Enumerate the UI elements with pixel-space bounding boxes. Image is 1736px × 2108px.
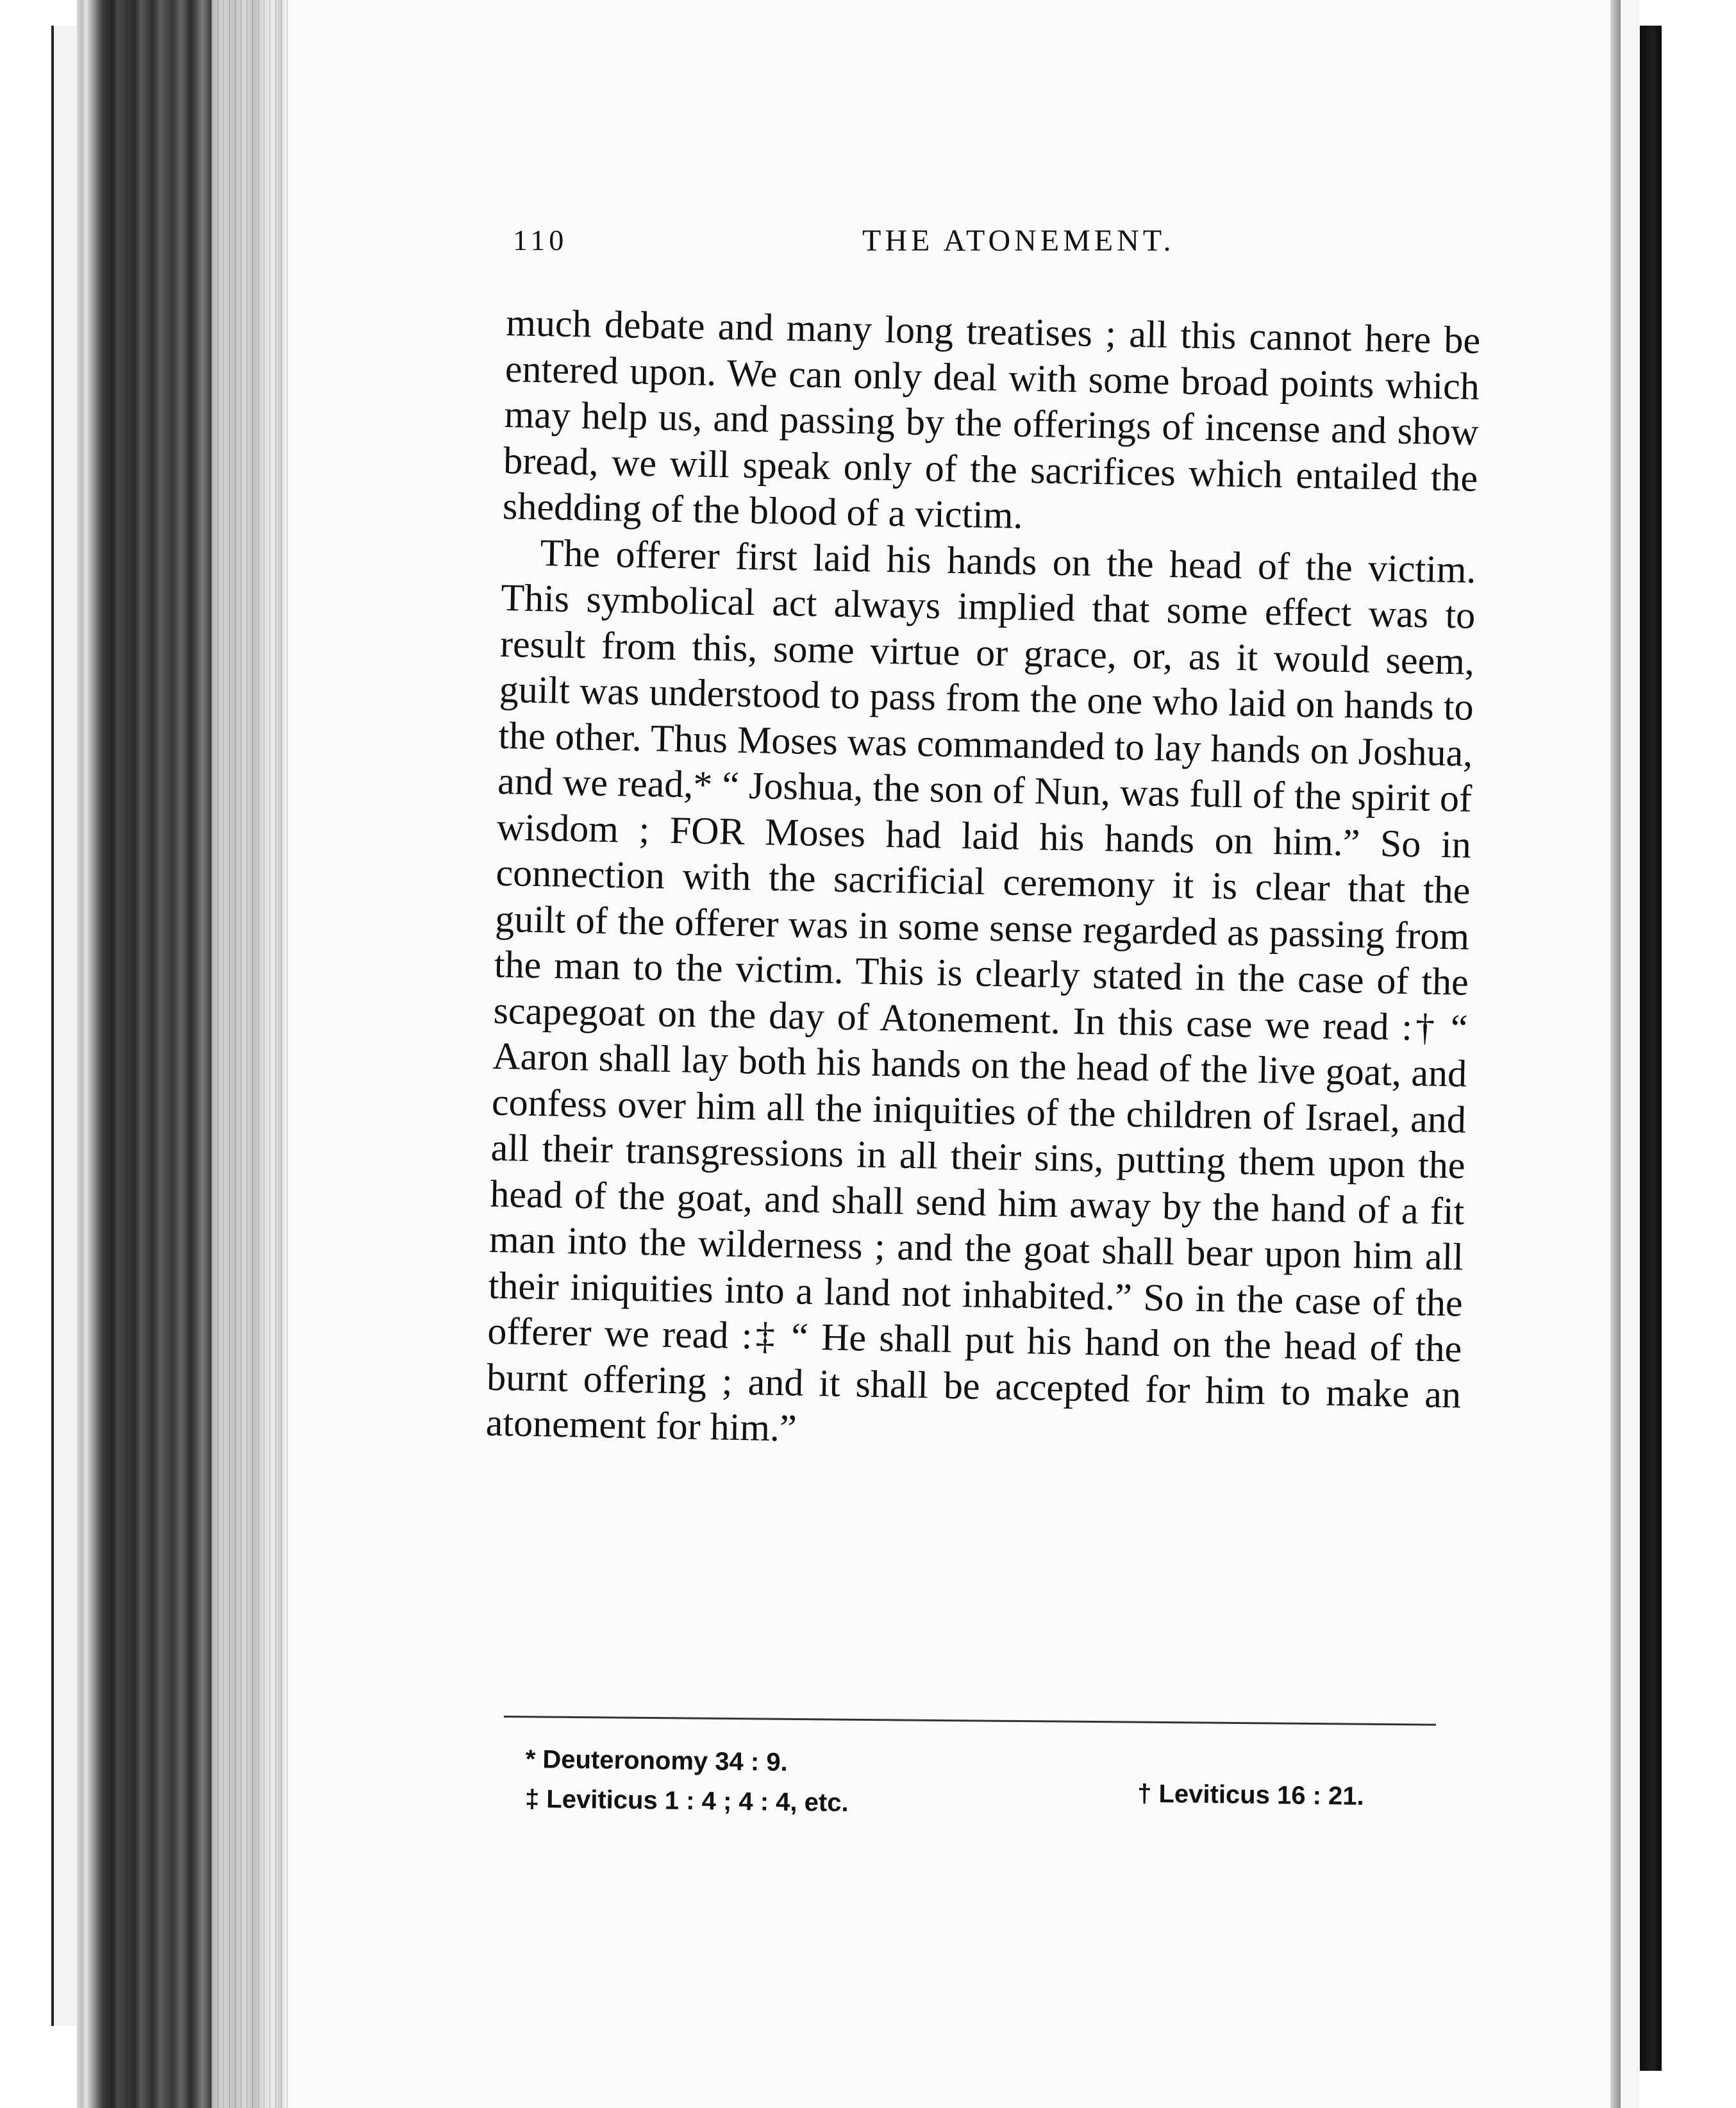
scan-margin-right [1662,0,1736,2108]
footnote-deuteronomy: * Deuteronomy 34 : 9. [525,1745,788,1777]
book-board-edge [51,26,77,2026]
page-edge-lines [212,0,288,2108]
body-text [485,300,1481,1464]
paragraph-continued: much debate and many long treatises ; all this cannot here be entered upon. We can only deal with some broad points which may help us, and passing by the offerings of incense and show bread, we will speak only of the sacrifices which entailed the shedding of the blood of a victim. [502,301,1481,537]
page-right-edge [1610,0,1621,2108]
footnote-leviticus-16-21: † Leviticus 16 : 21. [1137,1779,1364,1811]
scan-margin-left [0,0,51,2108]
paragraph-laying-on-of-hands: The offerer first laid his hands on the head of the victim. This symbolical act always implied that some effect was to result from this, some virtue or grace, or, as it would seem, guilt was understood to pass from the one who laid on hands to the other. Thus Moses was commanded to lay hands on Joshua, and we read,* “ Joshua, the son of Nun, was full of the spirit of wisdom ; FOR Moses had laid his hands on him.” So in connection with the sacrificial ceremony it is clear that the guilt of the offerer was in some sense regarded as passing from the man to the victim. This is clearly stated in the case of the scapegoat on the day of Atonement. In this case we read :† “ Aaron shall lay both his hands on the head of the live goat, and confess over him all the iniquities of the children of Israel, and all their transgressions in all their sins, putting them upon the head of the goat, and shall send him away by the hand of a fit man into the wilderness ; and the goat shall bear upon him all their iniquities into a land not inhabited.” So in the case of the offerer we read :‡ “ He shall put his hand on the head of the burnt offering ; and it shall be accepted for him to make an atonement for him.” [485,531,1477,1450]
running-head [513,218,1494,269]
book-cover-edge [1640,26,1662,2071]
footnote-leviticus-1-4: ‡ Leviticus 1 : 4 ; 4 : 4, etc. [524,1784,849,1818]
page-number: 110 [513,224,568,256]
footnotes [524,1745,1436,1846]
right-gap [1621,0,1640,2108]
running-title: THE ATONEMENT. [862,224,1175,258]
